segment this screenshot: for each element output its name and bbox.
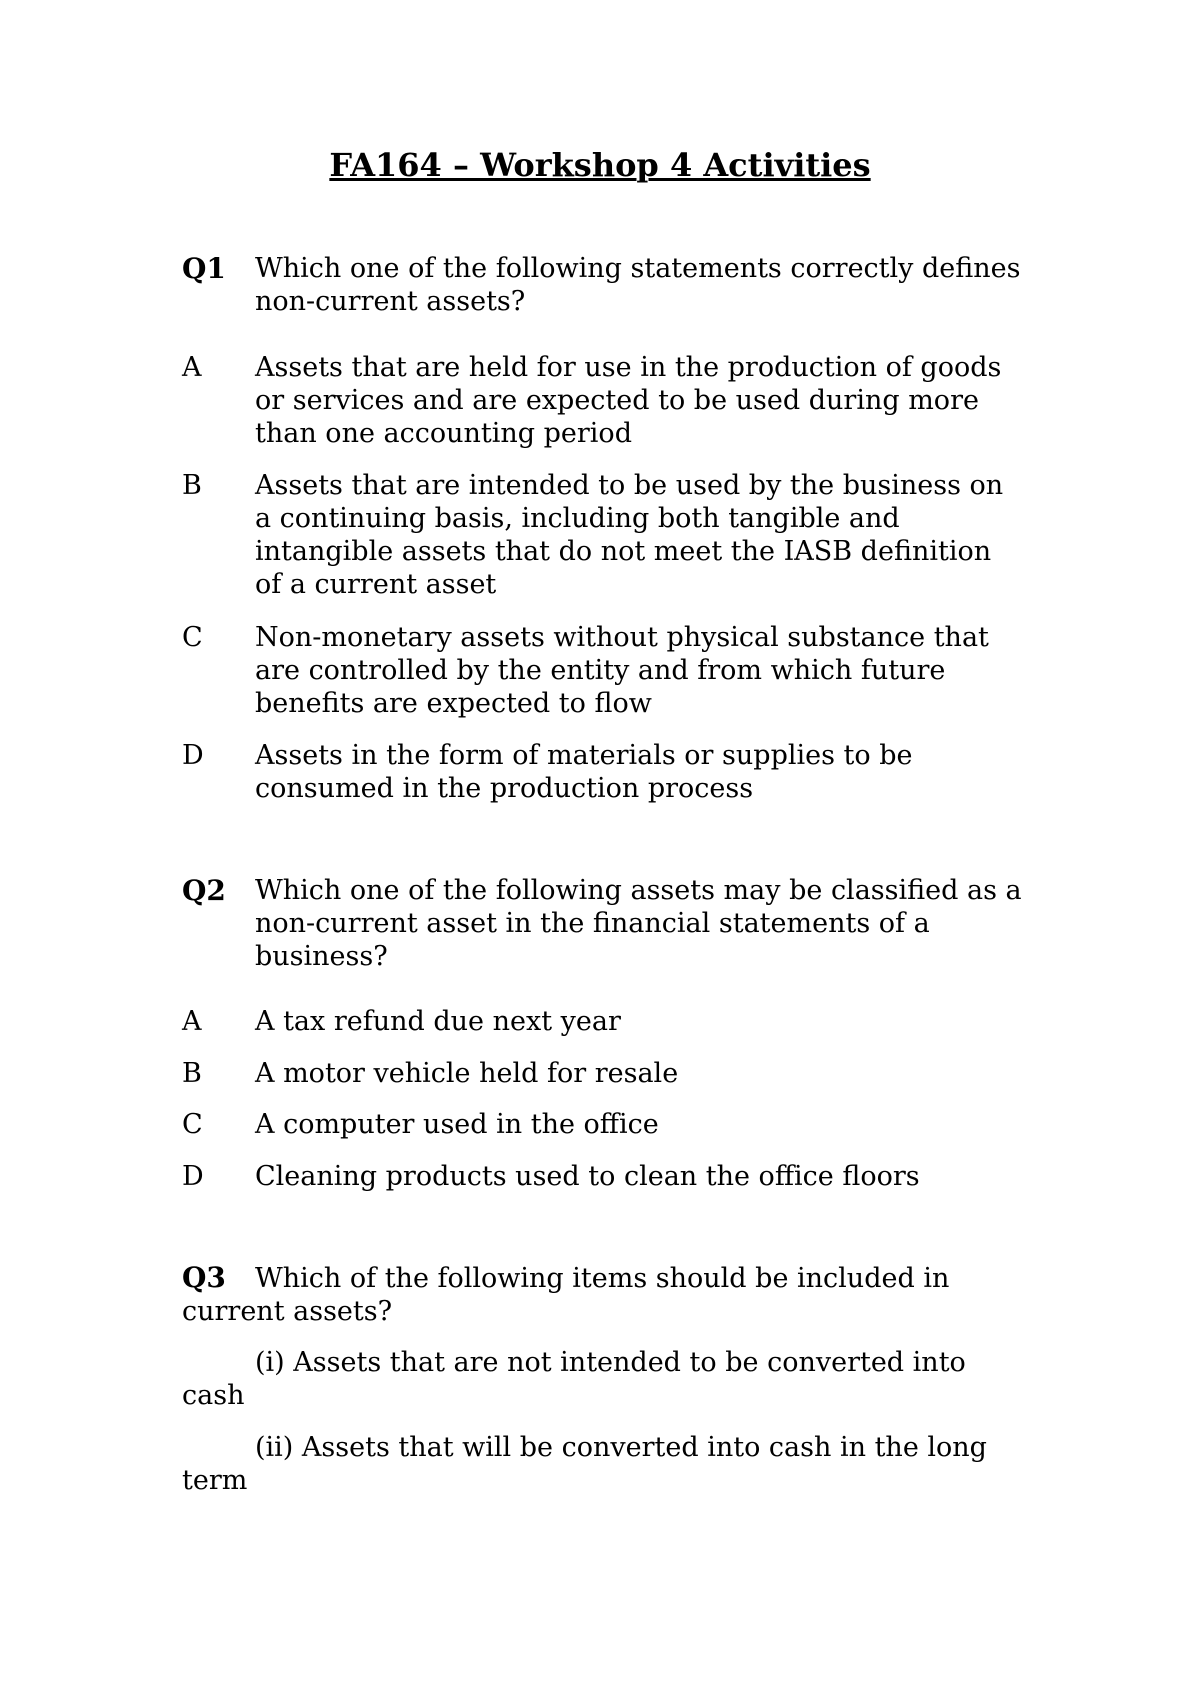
option-letter: B xyxy=(182,1058,202,1089)
question-3-label: Q3 xyxy=(182,1261,226,1294)
question-1-option-b xyxy=(182,469,1022,601)
question-1 xyxy=(182,252,1022,318)
question-2 xyxy=(182,874,1022,973)
question-2-option-a xyxy=(182,1005,1022,1038)
question-1-option-a xyxy=(182,351,1022,450)
option-letter: D xyxy=(182,740,204,771)
option-text: A computer used in the office xyxy=(255,1109,659,1140)
option-text: Non-monetary assets without physical substance that are controlled by the entity and from which future benefits are expected to flow xyxy=(255,622,989,719)
question-2-option-b xyxy=(182,1057,1022,1090)
question-2-text: Which one of the following assets may be classified as a non-current asset in the financial statements of a business? xyxy=(255,875,1022,972)
option-text: A motor vehicle held for resale xyxy=(255,1058,679,1089)
question-1-option-c xyxy=(182,621,1022,720)
question-3-text: Which of the following items should be included in current assets? xyxy=(182,1263,950,1327)
question-1-option-d xyxy=(182,739,1022,805)
option-text: Assets in the form of materials or supplies to be consumed in the production process xyxy=(255,740,913,804)
option-text: Assets that are held for use in the production of goods or services and are expected to be used during more than one accounting period xyxy=(255,352,1002,449)
option-text: Cleaning products used to clean the office floors xyxy=(255,1161,920,1192)
question-2-option-c xyxy=(182,1108,1022,1141)
question-2-option-d xyxy=(182,1160,1022,1193)
option-letter: B xyxy=(182,470,202,501)
question-1-text: Which one of the following statements correctly defines non-current assets? xyxy=(255,253,1021,317)
option-letter: A xyxy=(182,1006,202,1037)
option-letter: D xyxy=(182,1161,204,1192)
option-text: A tax refund due next year xyxy=(255,1006,621,1037)
option-letter: C xyxy=(182,622,203,653)
option-letter: C xyxy=(182,1109,203,1140)
question-3 xyxy=(182,1261,1022,1328)
page-title: FA164 – Workshop 4 Activities xyxy=(329,146,871,184)
question-3-item-i: (i) Assets that are not intended to be converted into cash xyxy=(182,1347,966,1411)
question-1-label: Q1 xyxy=(182,252,226,285)
option-letter: A xyxy=(182,352,202,383)
question-2-label: Q2 xyxy=(182,874,226,907)
question-3-item-ii: (ii) Assets that will be converted into cash in the long term xyxy=(182,1432,987,1496)
option-text: Assets that are intended to be used by the business on a continuing basis, including both tangible and intangible assets that do not meet the IASB definition of a current asset xyxy=(255,470,1004,600)
